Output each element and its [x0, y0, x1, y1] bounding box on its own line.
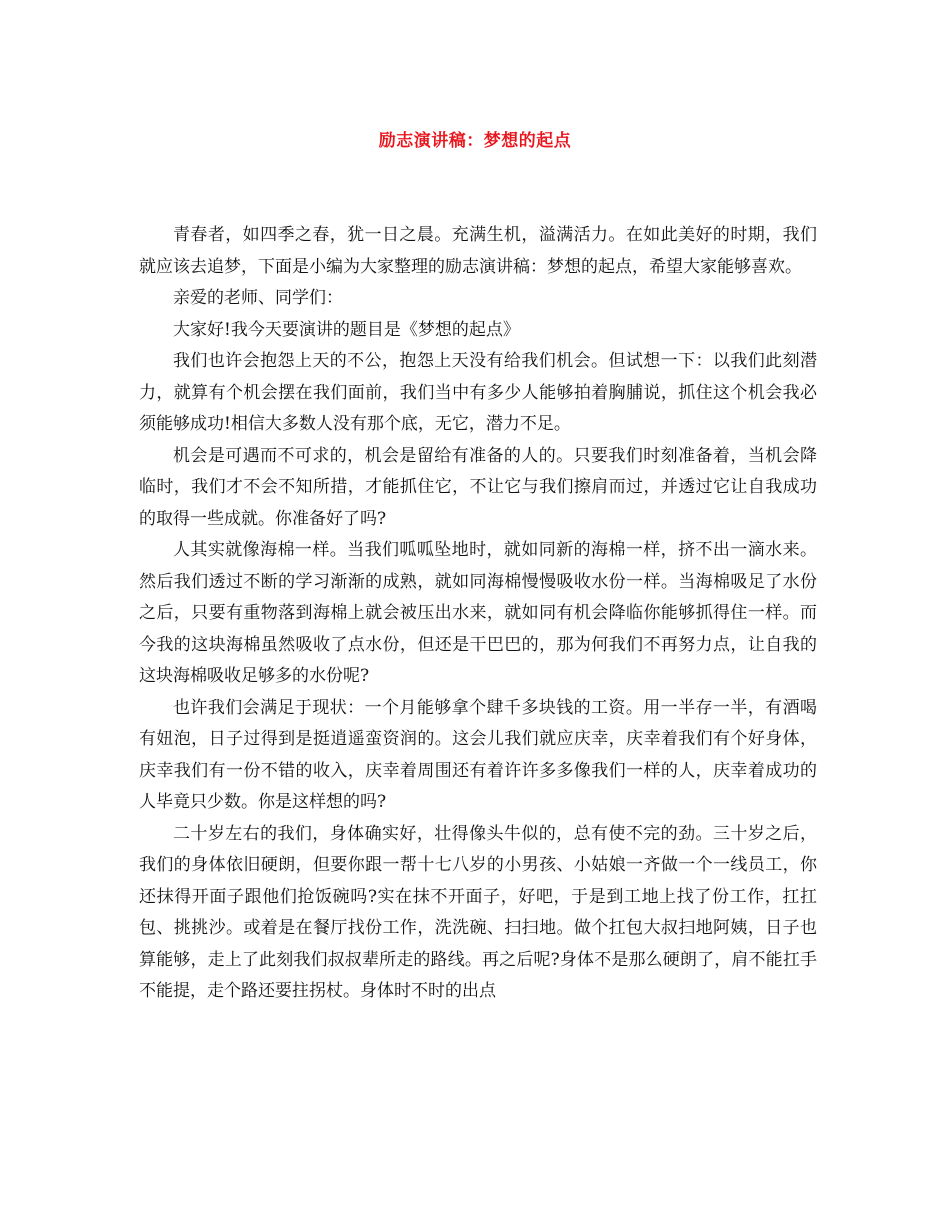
paragraph-body: 人其实就像海棉一样。当我们呱呱坠地时，就如同新的海棉一样，挤不出一滴水来。然后我们透过不断的学习渐渐的成熟，就如同海棉慢慢吸收水份一样。当海棉吸足了水份之后，只要有重物落到海棉上就会被压出水来，就如同有机会降临你能够抓得住一样。而今我的这块海棉虽然吸收了点水份，但还是干巴巴的，那为何我们不再努力点，让自我的这块海棉吸收足够多的水份呢?	[139, 540, 817, 686]
paragraph-body: 机会是可遇而不可求的，机会是留给有准备的人的。只要我们时刻准备着，当机会降临时，我们才不会不知所措，才能抓住它，不让它与我们擦肩而过，并透过它让自我成功的取得一些成就。你准备好了吗?	[139, 445, 817, 529]
paragraph-greeting: 亲爱的老师、同学们：	[173, 288, 343, 308]
document-title: 励志演讲稿：梦想的起点	[378, 131, 572, 151]
paragraph-topic: 大家好!我今天要演讲的题目是《梦想的起点》	[173, 319, 520, 340]
paragraph-body: 二十岁左右的我们，身体确实好，壮得像头牛似的，总有使不完的劲。三十岁之后，我们的身体依旧硬朗，但要你跟一帮十七八岁的小男孩、小姑娘一齐做一个一线员工，你还抹得开面子跟他们抢饭碗吗?实在抹不开面子，好吧，于是到工地上找了份工作，扛扛包、挑挑沙。或着是在餐厅找份工作，洗洗碗、扫扫地。做个扛包大叔扫地阿姨，日子也算能够，走上了此刻我们叔叔辈所走的路线。再之后呢?身体不是那么硬朗了，肩不能扛手不能提，走个路还要拄拐杖。身体时不时的出点	[139, 823, 817, 1001]
document-body	[139, 220, 817, 1008]
paragraph-body: 我们也许会抱怨上天的不公，抱怨上天没有给我们机会。但试想一下：以我们此刻潜力，就算有个机会摆在我们面前，我们当中有多少人能够拍着胸脯说，抓住这个机会我必须能够成功!相信大多数人没有那个底，无它，潜力不足。	[139, 351, 817, 434]
paragraph-intro: 青春者，如四季之春，犹一日之晨。充满生机，溢满活力。在如此美好的时期，我们就应该去追梦，下面是小编为大家整理的励志演讲稿：梦想的起点，希望大家能够喜欢。	[139, 225, 817, 277]
paragraph-body: 也许我们会满足于现状：一个月能够拿个肆千多块钱的工资。用一半存一半，有酒喝有妞泡，日子过得到是挺逍遥蛮资润的。这会儿我们就应庆幸，庆幸着我们有个好身体，庆幸我们有一份不错的收入，庆幸着周围还有着许许多多像我们一样的人，庆幸着成功的人毕竟只少数。你是这样想的吗?	[139, 697, 817, 812]
